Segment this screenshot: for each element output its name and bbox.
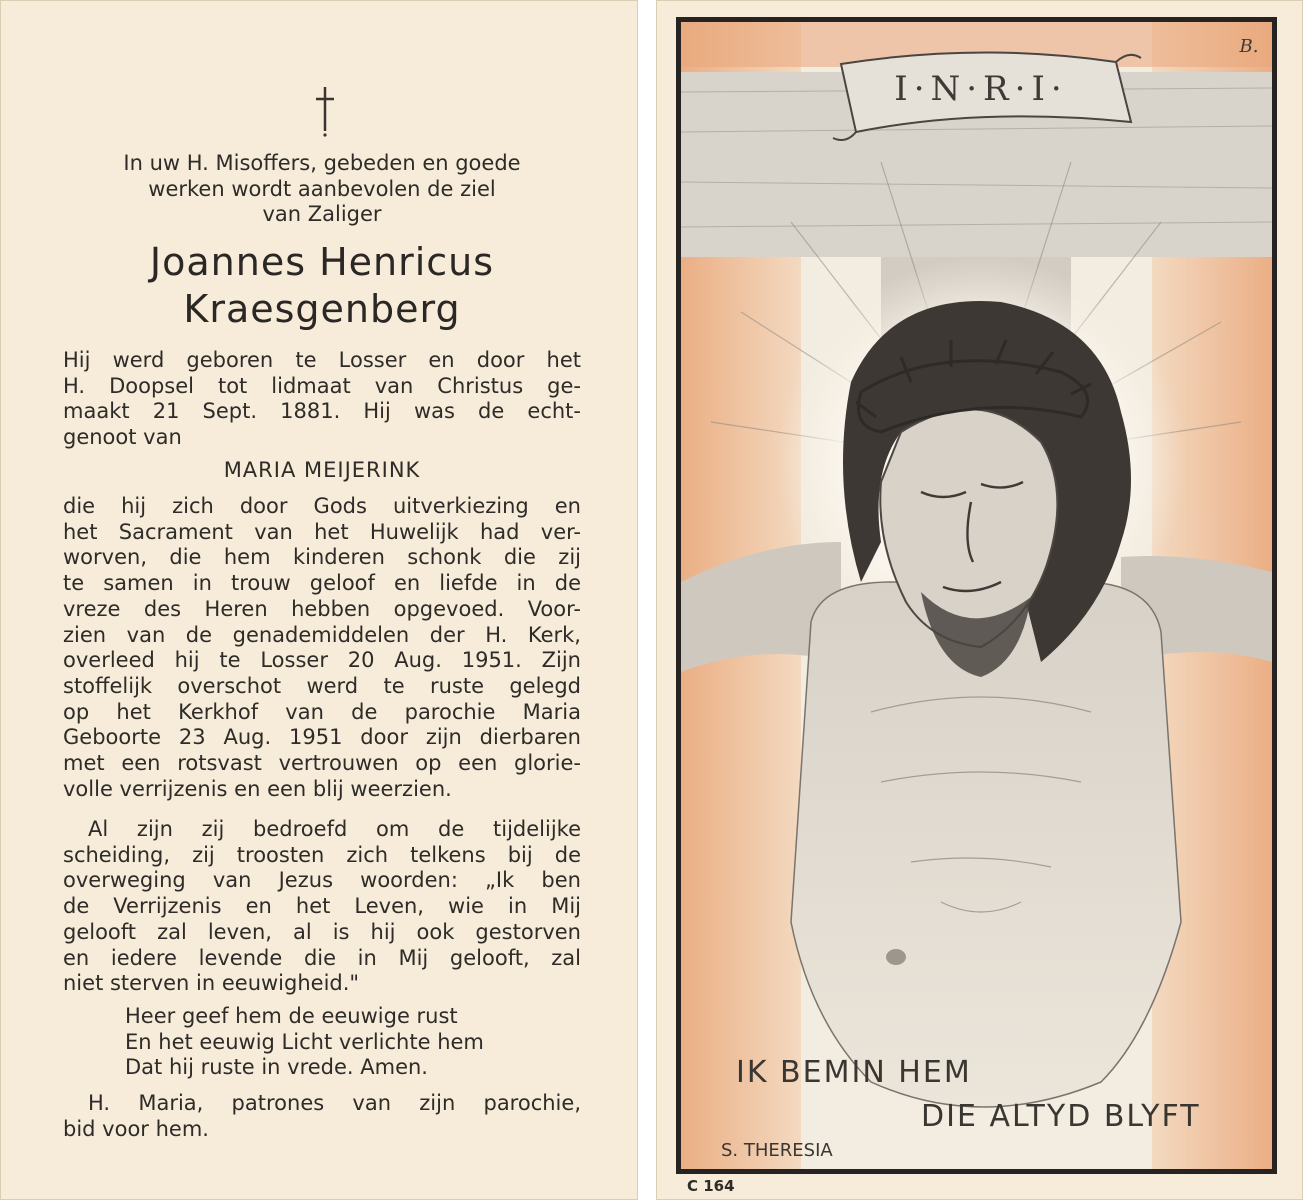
corner-mark: B.: [1239, 36, 1259, 57]
text-line: H. Doopsel tot lidmaat van Christus ge-: [63, 373, 581, 398]
deceased-surname: Kraesgenberg: [183, 287, 461, 331]
text-line: Geboorte 23 Aug. 1951 door zijn dierbaren: [63, 725, 581, 750]
caption-line-2: DIE ALTYD BLYFT: [921, 1099, 1201, 1134]
crucifix-illustration: [681, 22, 1272, 1169]
prayer-line: Dat hij ruste in vrede. Amen.: [125, 1055, 428, 1080]
text-line: gelooft zal leven, al is hij ook gestorven: [63, 919, 581, 944]
caption-line-1: IK BEMIN HEM: [736, 1055, 972, 1090]
closing-invocation: [63, 1091, 581, 1142]
text-line: overleed hij te Losser 20 Aug. 1951. Zijn: [63, 648, 581, 673]
inri-text: I·N·R·I·: [894, 69, 1068, 109]
memorial-text-card: [0, 0, 638, 1200]
text-line: zien van de genademiddelen der H. Kerk,: [63, 622, 581, 647]
text-line: Hij werd geboren te Losser en door het: [63, 348, 581, 372]
text-line: de Verrijzenis en het Leven, wie in Mij: [63, 894, 581, 919]
text-line: op het Kerkhof van de parochie Maria: [63, 699, 581, 724]
text-line: volle verrijzenis en een blij weerzien.: [63, 776, 452, 801]
text-line: Al zijn zij bedroefd om de tijdelijke: [88, 817, 581, 841]
text-line: met een rotsvast vertrouwen op een glorie-: [63, 751, 581, 776]
life-paragraph: [63, 494, 581, 802]
intro-line: In uw H. Misoffers, gebeden en goede: [123, 151, 521, 175]
text-line: stoffelijk overschot werd te ruste gelegd: [63, 673, 581, 698]
text-line: scheiding, zij troosten zich telkens bij de: [63, 842, 581, 867]
text-line: genoot van: [63, 425, 182, 450]
birth-paragraph: [63, 348, 581, 451]
prayer-line: Heer geef hem de eeuwige rust: [125, 1004, 458, 1028]
text-line: die hij zich door Gods uitverkiezing en: [63, 494, 581, 518]
print-code: C 164: [687, 1177, 735, 1195]
text-line: te samen in trouw geloof en liefde in de: [63, 571, 581, 596]
text-line: overweging van Jezus woorden: „Ik ben: [63, 868, 581, 893]
intro-line: van Zaliger: [262, 202, 382, 227]
text-line: het Sacrament van het Huwelijk had ver-: [63, 519, 581, 544]
cross-icon: [313, 85, 337, 137]
prayer-line: En het eeuwig Licht verlichte hem: [125, 1029, 484, 1054]
deceased-name: [63, 239, 581, 333]
text-line: bid voor hem.: [63, 1116, 209, 1141]
prayer: [125, 1004, 484, 1081]
deceased-first-names: Joannes Henricus: [149, 240, 495, 284]
text-line: en iedere levende die in Mij gelooft, zal: [63, 945, 581, 970]
illustration-frame: [676, 17, 1277, 1174]
consolation-paragraph: [63, 817, 581, 997]
text-line: maakt 21 Sept. 1881. Hij was de echt-: [63, 399, 581, 424]
intro-paragraph: [63, 151, 581, 228]
illustration-card: [656, 0, 1303, 1200]
artist-signature: S. THERESIA: [721, 1140, 833, 1161]
text-line: worven, die hem kinderen schonk die zij: [63, 545, 581, 570]
spouse-name: MARIA MEIJERINK: [223, 458, 421, 482]
wound: [886, 949, 906, 965]
intro-line: werken wordt aanbevolen de ziel: [148, 176, 496, 201]
text-line: H. Maria, patrones van zijn parochie,: [88, 1091, 581, 1115]
text-line: niet sterven in eeuwigheid.": [63, 971, 360, 996]
text-line: vreze des Heren hebben opgevoed. Voor-: [63, 596, 581, 621]
